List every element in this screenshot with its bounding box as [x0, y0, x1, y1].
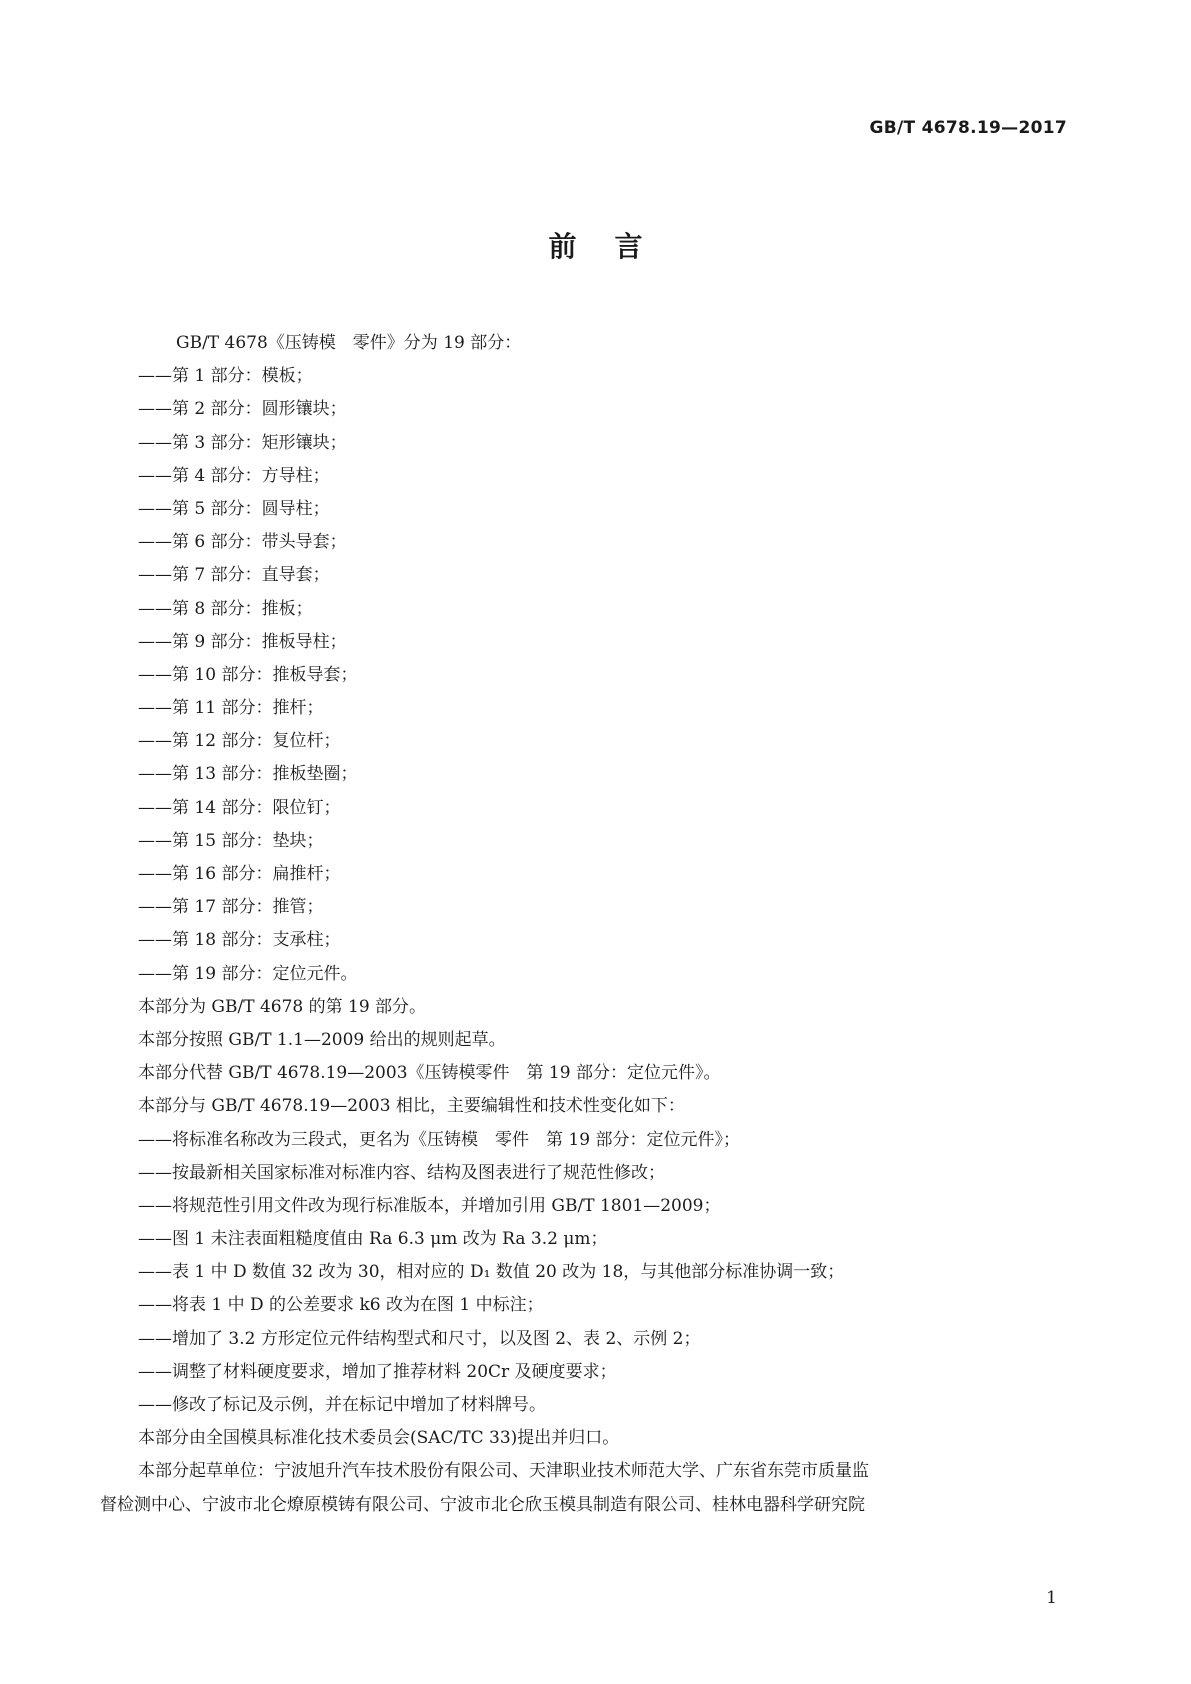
page-number: 1: [1046, 1588, 1057, 1608]
list-item: ——第 19 部分：定位元件。: [138, 963, 358, 984]
list-item: ——第 9 部分：推板导柱；: [138, 631, 347, 652]
list-item: ——修改了标记及示例，并在标记中增加了材料牌号。: [138, 1395, 546, 1415]
list-item: ——第 7 部分：直导套；: [138, 565, 330, 586]
list-item: ——第 14 部分：限位钉；: [138, 797, 341, 818]
list-item: ——第 10 部分：推板导套；: [138, 664, 358, 685]
list-item: ——第 13 部分：推板垫圈；: [138, 764, 358, 785]
statement-paragraph: 本部分代替 GB/T 4678.19—2003《压铸模零件 第 19 部分：定位元件》。: [138, 1063, 721, 1084]
list-item: ——第 4 部分：方导柱；: [138, 465, 330, 486]
list-item: ——按最新相关国家标准对标准内容、结构及图表进行了规范性修改；: [138, 1162, 665, 1183]
list-item: ——第 17 部分：推管；: [138, 897, 324, 918]
list-item: ——将表 1 中 D 的公差要求 k6 改为在图 1 中标注；: [138, 1295, 544, 1316]
statement-paragraph: 本部分为 GB/T 4678 的第 19 部分。: [138, 996, 427, 1017]
page-title: 前言: [548, 230, 681, 263]
list-item: ——第 6 部分：带头导套；: [138, 532, 347, 553]
statement-paragraph: 本部分按照 GB/T 1.1—2009 给出的规则起草。: [138, 1029, 506, 1050]
changes-list: [138, 1124, 1068, 1423]
list-item: ——第 12 部分：复位杆；: [138, 731, 341, 752]
list-item: ——第 3 部分：矩形镶块；: [138, 432, 347, 453]
drafting-units-line-2: 督检测中心、宁波市北仑燎原模铸有限公司、宁波市北仑欣玉模具制造有限公司、桂林电器科学研究院: [100, 1494, 865, 1515]
list-item: ——第 11 部分：推杆；: [138, 698, 324, 719]
list-item: ——第 15 部分：垫块；: [138, 830, 324, 851]
list-item: ——图 1 未注表面粗糙度值由 Ra 6.3 μm 改为 Ra 3.2 μm；: [138, 1229, 608, 1250]
list-item: ——调整了材料硬度要求，增加了推荐材料 20Cr 及硬度要求；: [138, 1361, 617, 1382]
list-item: ——第 5 部分：圆导柱；: [138, 498, 330, 519]
list-item: ——第 1 部分：模板；: [138, 366, 313, 387]
foreword-body: [100, 327, 1068, 1522]
list-item: ——增加了 3.2 方形定位元件结构型式和尺寸，以及图 2、表 2、示例 2；: [138, 1328, 701, 1349]
statement-paragraph: 本部分与 GB/T 4678.19—2003 相比，主要编辑性和技术性变化如下：: [138, 1096, 685, 1117]
list-item: ——第 2 部分：圆形镶块；: [138, 399, 347, 420]
proposal-paragraph: 本部分由全国模具标准化技术委员会(SAC/TC 33)提出并归口。: [138, 1428, 620, 1449]
list-item: ——表 1 中 D 数值 32 改为 30，相对应的 D₁ 数值 20 改为 18，与其他部分标准协调一致；: [138, 1262, 845, 1283]
list-item: ——将标准名称改为三段式，更名为《压铸模 零件 第 19 部分：定位元件》；: [138, 1129, 740, 1150]
list-item: ——第 18 部分：支承柱；: [138, 930, 341, 951]
intro-paragraph: GB/T 4678《压铸模 零件》分为 19 部分：: [176, 333, 522, 353]
standard-number: GB/T 4678.19—2017: [869, 118, 1067, 138]
list-item: ——第 8 部分：推板；: [138, 598, 313, 619]
list-item: ——将规范性引用文件改为现行标准版本，并增加引用 GB/T 1801—2009；: [138, 1195, 721, 1216]
drafting-units-line-1: 本部分起草单位：宁波旭升汽车技术股份有限公司、天津职业技术师范大学、广东省东莞市质量监: [138, 1461, 869, 1482]
parts-list: [138, 360, 1068, 991]
list-item: ——第 16 部分：扁推杆；: [138, 864, 341, 884]
